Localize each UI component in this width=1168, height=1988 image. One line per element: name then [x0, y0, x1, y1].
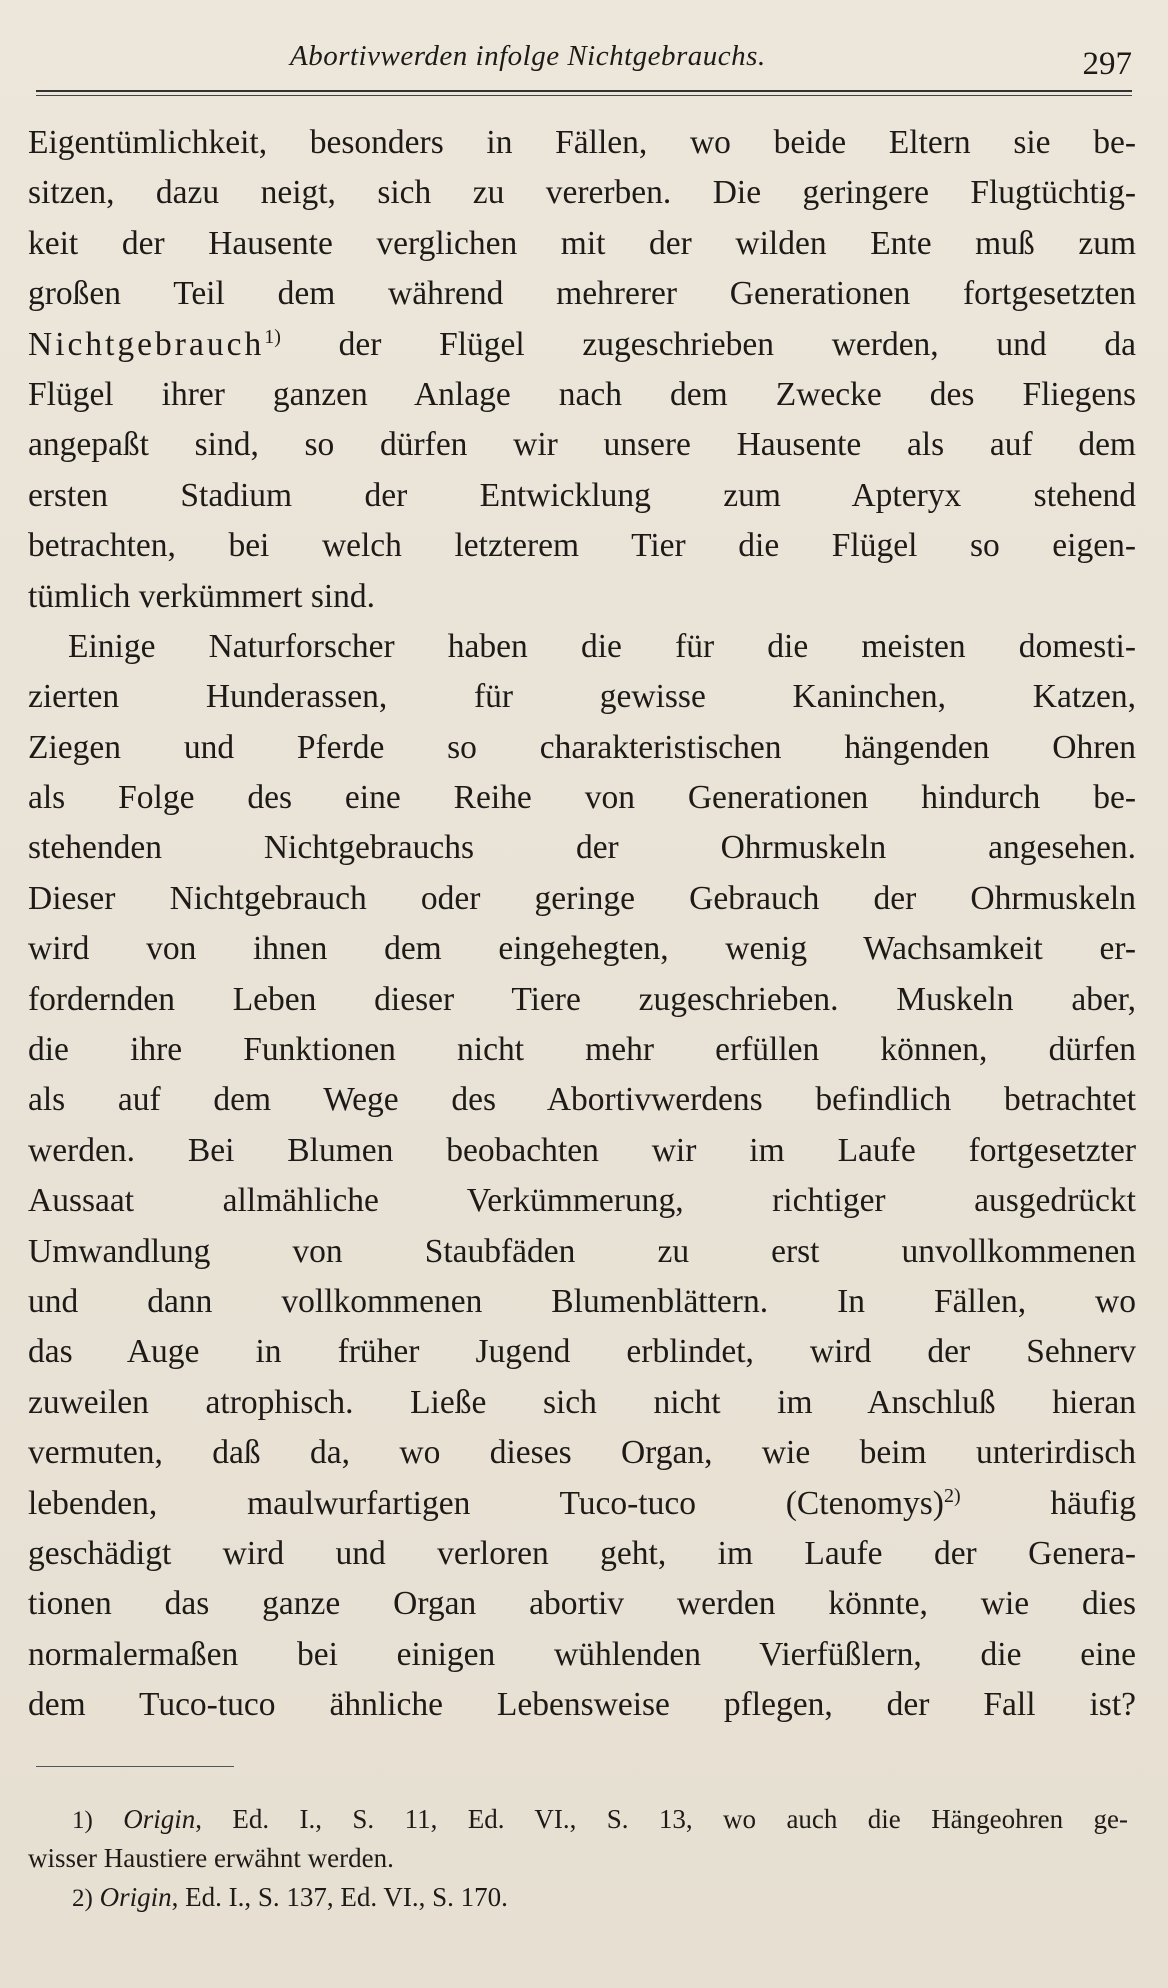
body-line: Dieser Nichtgebrauch oder geringe Gebrauch der Ohrmuskeln — [28, 879, 1136, 917]
body-line: geschädigt wird und verloren geht, im Laufe der Genera- — [28, 1534, 1136, 1572]
page-number: 297 — [1082, 46, 1132, 82]
footnote-text: , Ed. I., S. 137, Ed. VI., S. 170. — [171, 1882, 508, 1912]
line-rest: häufig — [960, 1484, 1136, 1522]
header-rule-thin — [36, 95, 1132, 96]
footnote-title: Origin — [99, 1882, 172, 1912]
body-line: großen Teil dem während mehrerer Generationen fortgesetzten — [28, 275, 1136, 313]
body-line: dem Tuco-tuco ähnliche Lebensweise pflegen, der Fall ist? — [28, 1686, 1136, 1724]
body-line: als Folge des eine Reihe von Generationen hindurch be- — [28, 779, 1136, 817]
body-line: Eigentümlichkeit, besonders in Fällen, wo beide Eltern sie be- — [28, 124, 1136, 161]
footnote-label: 2) — [72, 1885, 93, 1912]
body-line: tümlich verkümmert sind. — [28, 577, 376, 615]
footnote-1 — [28, 1800, 1128, 1839]
running-title: Abortivwerden infolge Nichtgebrauchs. — [290, 40, 766, 72]
footnote-title: Origin — [123, 1804, 196, 1834]
body-line: und dann vollkommenen Blumenblättern. In Fällen, wo — [28, 1282, 1136, 1320]
footnote-rule — [36, 1766, 234, 1767]
body-line: angepaßt sind, so dürfen wir unsere Hausente als auf dem — [28, 426, 1136, 464]
body-line: die ihre Funktionen nicht mehr erfüllen können, dürfen — [28, 1031, 1136, 1069]
body-line: Flügel ihrer ganzen Anlage nach dem Zwecke des Fliegens — [28, 375, 1136, 413]
body-line: Ziegen und Pferde so charakteristischen hängenden Ohren — [28, 728, 1136, 766]
body-line: als auf dem Wege des Abortivwerdens befindlich betrachtet — [28, 1081, 1136, 1119]
body-line: das Auge in früher Jugend erblindet, wird der Sehnerv — [28, 1333, 1136, 1371]
body-line: betrachten, bei welch letzterem Tier die Flügel so eigen- — [28, 527, 1136, 565]
footnote-2 — [28, 1878, 1128, 1917]
footnote-label: 1) — [72, 1807, 93, 1834]
body-line: tionen das ganze Organ abortiv werden könnte, wie dies — [28, 1585, 1136, 1623]
footnote-ref: 2) — [943, 1484, 961, 1507]
body-line: fordernden Leben dieser Tiere zugeschrieben. Muskeln aber, — [28, 980, 1136, 1018]
spaced-term: Nichtgebrauch — [28, 325, 265, 363]
footnote-1-cont: wisser Haustiere erwähnt werden. — [28, 1843, 394, 1873]
body-text — [28, 118, 1136, 1731]
footnotes — [28, 1800, 1128, 1917]
body-line: Einige Naturforscher haben die für die meisten domesti- — [68, 627, 1136, 665]
body-line: zuweilen atrophisch. Ließe sich nicht im Anschluß hieran — [28, 1383, 1136, 1421]
body-line: werden. Bei Blumen beobachten wir im Laufe fortgesetzter — [28, 1131, 1136, 1169]
running-head — [0, 28, 1168, 88]
body-line: vermuten, daß da, wo dieses Organ, wie beim unterirdisch — [28, 1434, 1136, 1472]
body-line: stehenden Nichtgebrauchs der Ohrmuskeln angesehen. — [28, 829, 1136, 867]
body-line: normalermaßen bei einigen wühlenden Vierfüßlern, die eine — [28, 1635, 1136, 1673]
footnote-text: , Ed. I., S. 11, Ed. VI., S. 13, wo auch die Hängeohren ge- — [195, 1804, 1128, 1834]
line-rest: der Flügel zugeschrieben werden, und da — [280, 325, 1136, 363]
body-line: wird von ihnen dem eingehegten, wenig Wachsamkeit er- — [28, 930, 1136, 968]
body-line: Umwandlung von Staubfäden zu erst unvollkommenen — [28, 1232, 1136, 1270]
body-line: keit der Hausente verglichen mit der wilden Ente muß zum — [28, 224, 1136, 262]
header-rule — [36, 90, 1132, 92]
body-line: zierten Hunderassen, für gewisse Kaninchen, Katzen, — [28, 678, 1136, 716]
body-line: Aussaat allmähliche Verkümmerung, richtiger ausgedrückt — [28, 1182, 1136, 1220]
footnote-ref: 1) — [264, 325, 281, 348]
line-text: lebenden, maulwurfartigen Tuco-tuco (Ctenomys) — [28, 1484, 944, 1522]
body-line: sitzen, dazu neigt, sich zu vererben. Die geringere Flugtüchtig- — [28, 174, 1136, 212]
body-line: ersten Stadium der Entwicklung zum Apteryx stehend — [28, 476, 1136, 514]
body-line — [28, 1479, 1136, 1529]
body-line — [28, 320, 1136, 370]
